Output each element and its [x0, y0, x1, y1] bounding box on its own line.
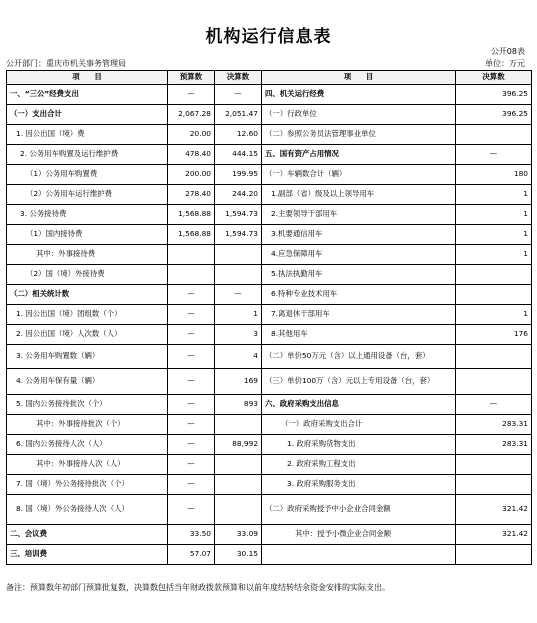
table-row: [7, 305, 532, 325]
row-final-value: 88,992: [215, 435, 262, 455]
row-final-value: [215, 455, 262, 475]
row-budget-value: —: [168, 475, 215, 495]
table-row: [7, 525, 532, 545]
row-final-value: 199.95: [215, 165, 262, 185]
table-row: [7, 85, 532, 105]
row-right-item-label: 2. 政府采购工程支出: [262, 455, 456, 475]
table-row: [7, 545, 532, 565]
row-item-label: 其中：外事接待费: [7, 245, 168, 265]
row-right-final-value: [456, 545, 532, 565]
row-budget-value: 278.40: [168, 185, 215, 205]
row-right-item-label: （一）政府采购支出合计: [262, 415, 456, 435]
info-table: [6, 70, 532, 565]
row-item-label: 2. 公务用车购置及运行维护费: [7, 145, 168, 165]
row-right-item-label: 五、国有资产占用情况: [262, 145, 456, 165]
row-right-final-value: [456, 369, 532, 395]
table-row: [7, 395, 532, 415]
row-budget-value: [168, 265, 215, 285]
row-right-item-label: （二）单价50万元（含）以上通用设备（台，套）: [262, 345, 456, 369]
row-budget-value: —: [168, 395, 215, 415]
row-budget-value: —: [168, 455, 215, 475]
row-right-final-value: [456, 475, 532, 495]
row-budget-value: 1,568.88: [168, 225, 215, 245]
row-final-value: 244.20: [215, 185, 262, 205]
row-final-value: 33.09: [215, 525, 262, 545]
row-budget-value: 1,568.88: [168, 205, 215, 225]
table-row: [7, 145, 532, 165]
row-item-label: 二、会议费: [7, 525, 168, 545]
row-item-label: 其中：外事接待批次（个）: [7, 415, 168, 435]
row-final-value: 1,594.73: [215, 205, 262, 225]
header-final-right: 决算数: [456, 71, 532, 85]
row-final-value: [215, 475, 262, 495]
footnote: 备注：预算数年初部门预算批复数，决算数包括当年财政拨款预算和以前年度结转结余资金安排的实际支出。: [6, 583, 390, 592]
table-row: [7, 125, 532, 145]
table-row: [7, 225, 532, 245]
row-right-item-label: 3. 政府采购服务支出: [262, 475, 456, 495]
table-row: [7, 475, 532, 495]
row-right-item-label: 8.其他用车: [262, 325, 456, 345]
row-right-item-label: 1. 政府采购货物支出: [262, 435, 456, 455]
row-right-final-value: 1: [456, 245, 532, 265]
row-final-value: —: [215, 285, 262, 305]
row-item-label: （一）支出合计: [7, 105, 168, 125]
table-row: [7, 205, 532, 225]
row-final-value: 12.60: [215, 125, 262, 145]
row-item-label: （二）相关统计数: [7, 285, 168, 305]
row-right-item-label: （一）行政单位: [262, 105, 456, 125]
row-right-item-label: 1.副部（省）级及以上领导用车: [262, 185, 456, 205]
header-budget: 预算数: [168, 71, 215, 85]
row-budget-value: —: [168, 415, 215, 435]
table-row: [7, 285, 532, 305]
row-right-item-label: 3.机要通信用车: [262, 225, 456, 245]
row-budget-value: 2,067.28: [168, 105, 215, 125]
table-row: [7, 105, 532, 125]
table-row: [7, 369, 532, 395]
row-right-final-value: 283.31: [456, 435, 532, 455]
row-budget-value: —: [168, 369, 215, 395]
row-item-label: （2）公务用车运行维护费: [7, 185, 168, 205]
row-right-final-value: [456, 345, 532, 369]
row-right-final-value: [456, 125, 532, 145]
row-item-label: 三、培训费: [7, 545, 168, 565]
row-right-final-value: 176: [456, 325, 532, 345]
table-row: [7, 325, 532, 345]
header-item: 项 目: [7, 71, 168, 85]
row-right-final-value: 396.25: [456, 105, 532, 125]
row-final-value: 1: [215, 305, 262, 325]
row-final-value: 2,051.47: [215, 105, 262, 125]
row-item-label: 1. 因公出国（境）团组数（个）: [7, 305, 168, 325]
row-right-item-label: 四、机关运行经费: [262, 85, 456, 105]
row-final-value: [215, 415, 262, 435]
row-item-label: 5. 国内公务接待批次（个）: [7, 395, 168, 415]
row-budget-value: [168, 245, 215, 265]
row-final-value: 169: [215, 369, 262, 395]
table-row: [7, 185, 532, 205]
table-row: [7, 245, 532, 265]
row-right-final-value: 396.25: [456, 85, 532, 105]
table-row: [7, 495, 532, 525]
row-right-item-label: （一）车辆数合计（辆）: [262, 165, 456, 185]
row-final-value: 893: [215, 395, 262, 415]
row-item-label: 8. 国（境）外公务接待人次（人）: [7, 495, 168, 525]
row-right-final-value: 321.42: [456, 525, 532, 545]
row-right-final-value: 180: [456, 165, 532, 185]
row-final-value: [215, 265, 262, 285]
row-right-final-value: [456, 265, 532, 285]
row-final-value: 444.15: [215, 145, 262, 165]
row-item-label: 3. 公务用车购置数（辆）: [7, 345, 168, 369]
row-budget-value: 478.40: [168, 145, 215, 165]
row-right-final-value: [456, 285, 532, 305]
row-budget-value: —: [168, 325, 215, 345]
row-right-final-value: 1: [456, 185, 532, 205]
row-right-item-label: （三）单价100万（含）元以上专用设备（台，套）: [262, 369, 456, 395]
row-right-final-value: 1: [456, 225, 532, 245]
row-right-item-label: 7.离退休干部用车: [262, 305, 456, 325]
row-final-value: [215, 245, 262, 265]
row-item-label: 一、“三公”经费支出: [7, 85, 168, 105]
row-budget-value: 57.07: [168, 545, 215, 565]
unit-label: 单位：万元: [485, 59, 525, 68]
row-budget-value: 33.50: [168, 525, 215, 545]
row-final-value: 3: [215, 325, 262, 345]
row-item-label: （1）国内接待费: [7, 225, 168, 245]
row-final-value: [215, 495, 262, 525]
table-row: [7, 455, 532, 475]
row-final-value: 4: [215, 345, 262, 369]
header-final: 决算数: [215, 71, 262, 85]
row-item-label: 3. 公务接待费: [7, 205, 168, 225]
row-final-value: 30.15: [215, 545, 262, 565]
table-row: [7, 435, 532, 455]
row-right-final-value: 1: [456, 305, 532, 325]
row-budget-value: 200.00: [168, 165, 215, 185]
department-label: 公开部门：重庆市机关事务管理局: [6, 59, 126, 68]
row-right-item-label: 4.应急保障用车: [262, 245, 456, 265]
row-item-label: 6. 国内公务接待人次（人）: [7, 435, 168, 455]
table-row: [7, 165, 532, 185]
row-final-value: 1,594.73: [215, 225, 262, 245]
table-row: [7, 265, 532, 285]
row-item-label: 7. 国（境）外公务接待批次（个）: [7, 475, 168, 495]
form-number: 公开08表: [490, 47, 525, 56]
table-row: [7, 415, 532, 435]
row-budget-value: —: [168, 285, 215, 305]
row-budget-value: 20.00: [168, 125, 215, 145]
row-right-item-label: 6.特种专业技术用车: [262, 285, 456, 305]
row-right-final-value: [456, 455, 532, 475]
row-right-item-label: [262, 545, 456, 565]
row-item-label: 4. 公务用车保有量（辆）: [7, 369, 168, 395]
row-right-item-label: （二）参照公务员法管理事业单位: [262, 125, 456, 145]
row-right-final-value: 1: [456, 205, 532, 225]
row-budget-value: —: [168, 85, 215, 105]
row-budget-value: —: [168, 435, 215, 455]
header-item-right: 项 目: [262, 71, 456, 85]
row-budget-value: —: [168, 305, 215, 325]
row-right-final-value: —: [456, 395, 532, 415]
row-item-label: 其中：外事接待人次（人）: [7, 455, 168, 475]
row-right-final-value: 283.31: [456, 415, 532, 435]
row-budget-value: —: [168, 495, 215, 525]
row-right-item-label: 2.主要领导干部用车: [262, 205, 456, 225]
row-right-final-value: —: [456, 145, 532, 165]
row-right-item-label: 六、政府采购支出信息: [262, 395, 456, 415]
row-item-label: 2. 因公出国（境）人次数（人）: [7, 325, 168, 345]
row-item-label: 1. 因公出国（境）费: [7, 125, 168, 145]
row-final-value: —: [215, 85, 262, 105]
page-title: 机构运行信息表: [205, 27, 332, 47]
table-header-row: [7, 71, 532, 85]
table-row: [7, 345, 532, 369]
row-budget-value: —: [168, 345, 215, 369]
row-right-item-label: （二）政府采购授予中小企业合同金额: [262, 495, 456, 525]
row-right-final-value: 321.42: [456, 495, 532, 525]
row-right-item-label: 5.执法执勤用车: [262, 265, 456, 285]
row-item-label: （1）公务用车购置费: [7, 165, 168, 185]
row-item-label: （2）国（境）外接待费: [7, 265, 168, 285]
row-right-item-label: 其中：授予小微企业合同金额: [262, 525, 456, 545]
